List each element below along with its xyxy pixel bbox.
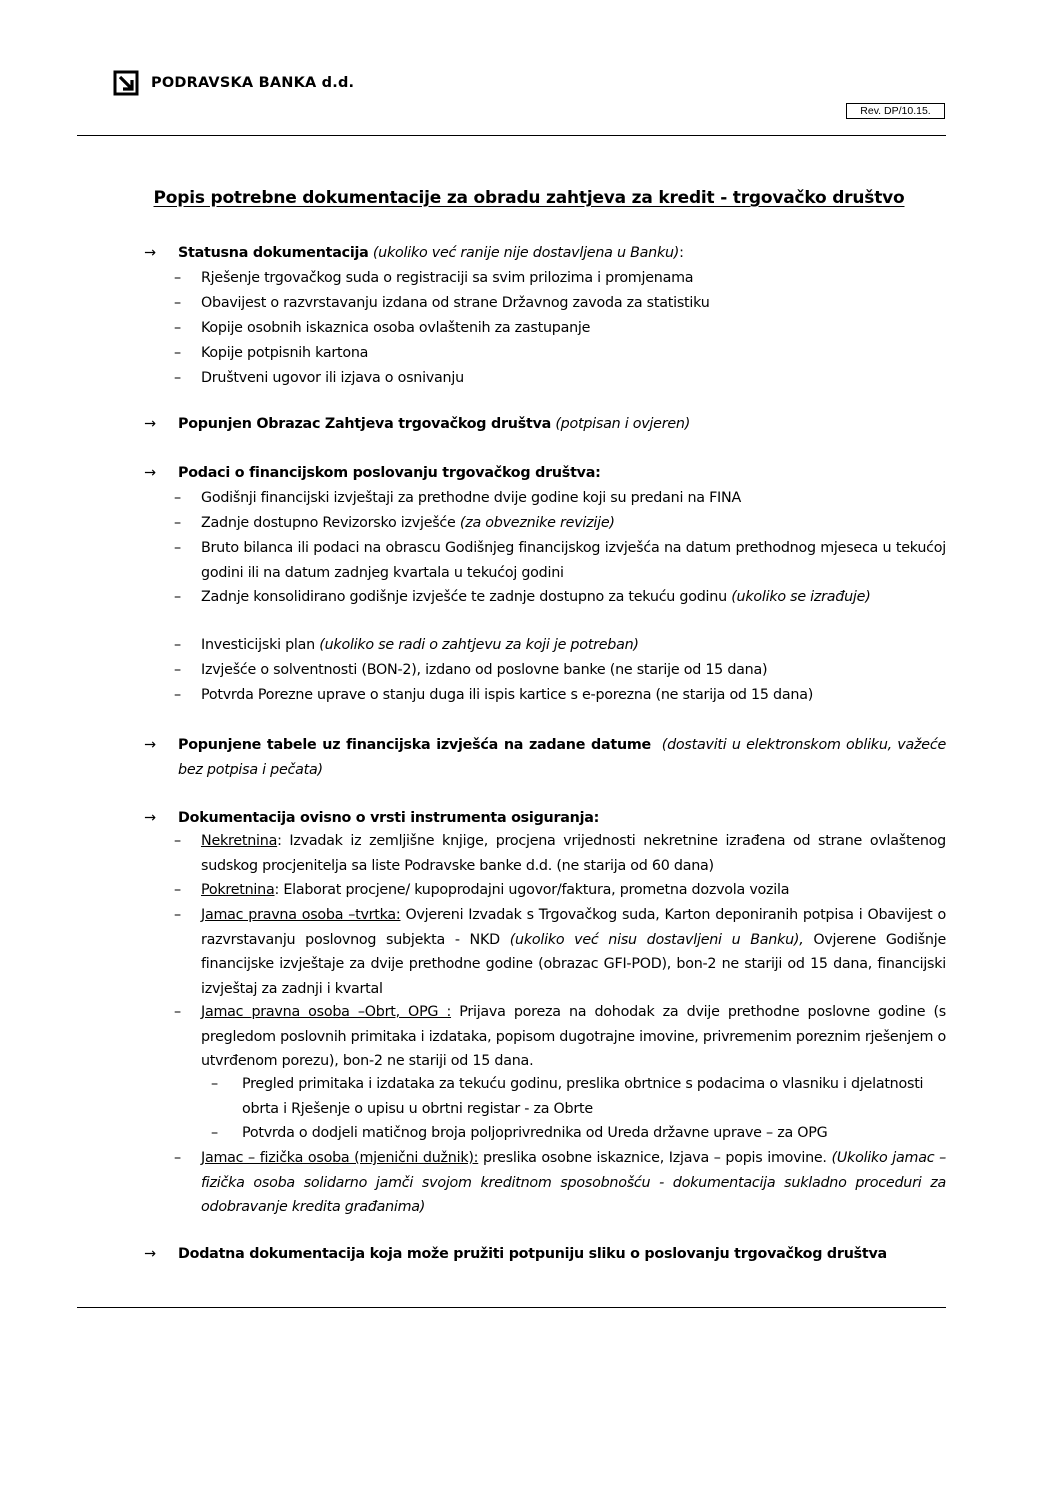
- dash-icon: –: [174, 589, 181, 605]
- list-item-note: (ukoliko već nisu dostavljeni u Banku),: [509, 931, 804, 948]
- list-item-jamac-obrt: [174, 1000, 946, 1074]
- list-item-text: Rješenje trgovačkog suda o registraciji sa svim prilozima i promjenama: [201, 270, 694, 286]
- document-title: Popis potrebne dokumentacije za obradu zahtjeva za kredit - trgovačko društvo: [153, 188, 905, 208]
- list-item-text: Društveni ugovor ili izjava o osnivanju: [201, 370, 464, 386]
- list-item-text: Investicijski plan: [201, 637, 320, 653]
- dash-icon: –: [174, 490, 181, 506]
- section-dodatna: [144, 1242, 946, 1267]
- list-item-text: Potvrda o dodjeli matičnog broja poljoprivrednika od Ureda državne uprave – za OPG: [242, 1125, 828, 1141]
- list-item: [174, 511, 946, 536]
- section-note: (ukoliko već ranije nije dostavljena u Banku): [372, 245, 680, 261]
- sub-list-item: [211, 1072, 946, 1121]
- revision-label: Rev. DP/10.15.: [846, 103, 945, 119]
- top-divider: [77, 135, 946, 136]
- section-note: (potpisan i ovjeren): [555, 416, 691, 432]
- list-item-jamac-fizicka: [174, 1146, 946, 1220]
- dash-icon: –: [174, 345, 181, 361]
- dash-icon: –: [174, 270, 181, 286]
- list-item-text: Bruto bilanca ili podaci na obrascu Godišnjeg financijskog izvješća na datum prethodnog mjeseca u tekućoj godini ili na datum zadnjeg kvartala u tekućoj godini: [201, 540, 946, 581]
- podravska-banka-logo-icon: [113, 70, 139, 96]
- item-label: Pokretnina: [201, 882, 275, 898]
- list-item-text: Obavijest o razvrstavanju izdana od strane Državnog zavoda za statistiku: [201, 295, 710, 311]
- bank-name: PODRAVSKA BANKA d.d.: [151, 75, 355, 91]
- list-item: [174, 266, 946, 291]
- sub-list-item: [211, 1121, 946, 1146]
- section-heading: Dokumentacija ovisno o vrsti instrumenta osiguranja:: [178, 810, 600, 826]
- list-item-text: preslika osobne iskaznice, Izjava – popis imovine.: [478, 1150, 832, 1166]
- dash-icon: –: [174, 687, 181, 703]
- list-item-text: Pregled primitaka i izdataka za tekuću godinu, preslika obrtnice s podacima o vlasniku i djelatnosti obrta i Rješenje o upisu u obrtni registar - za Obrte: [242, 1076, 924, 1117]
- list-item-text: Kopije osobnih iskaznica osoba ovlaštenih za zastupanje: [201, 320, 591, 336]
- list-item-note: (ukoliko se izrađuje): [731, 589, 871, 605]
- list-item: [174, 585, 946, 610]
- dash-icon: –: [174, 833, 181, 849]
- dash-icon: –: [174, 1150, 181, 1166]
- list-item-text: Zadnje konsolidirano godišnje izvješće te zadnje dostupno za tekuću godinu: [201, 589, 732, 605]
- section-heading: Dodatna dokumentacija koja može pružiti potpuniju sliku o poslovanju trgovačkog društva: [178, 1246, 887, 1262]
- dash-icon: –: [174, 662, 181, 678]
- section-osiguranje: [144, 806, 946, 831]
- section-financijsko: [144, 461, 946, 486]
- list-item: [174, 633, 946, 658]
- dash-icon: –: [174, 320, 181, 336]
- list-item-text: Ovjereni Izvadak s Trgovačkog suda, Karton deponiranih potpisa i Obavijest o razvrstavanju poslovnog subjekta - NKD: [201, 907, 946, 948]
- dash-icon: –: [174, 370, 181, 386]
- item-label: Jamac pravna osoba –Obrt, OPG :: [201, 1004, 452, 1020]
- arrow-icon: →: [144, 1246, 156, 1262]
- list-item-note: (ukoliko se radi o zahtjevu za koji je potreban): [319, 637, 639, 653]
- list-item-pokretnina: [174, 878, 946, 903]
- section-colon: :: [679, 245, 684, 261]
- section-heading: Statusna dokumentacija: [178, 245, 369, 261]
- list-item-nekretnina: [174, 829, 946, 878]
- dash-icon: –: [174, 295, 181, 311]
- dash-icon: –: [174, 1004, 181, 1020]
- dash-icon: –: [174, 907, 181, 923]
- list-item: [174, 291, 946, 316]
- section-obrazac: [144, 412, 946, 437]
- list-item-text: Godišnji financijski izvještaji za prethodne dvije godine koji su predani na FINA: [201, 490, 741, 506]
- arrow-icon: →: [144, 737, 156, 753]
- list-item-text: Zadnje dostupno Revizorsko izvješće: [201, 515, 460, 531]
- dash-icon: –: [174, 540, 181, 556]
- list-item-text: Prijava poreza na dohodak za dvije prethodne poslovne godine (s pregledom poslovnih primitaka i izdataka, popisom dugotrajne imovine, privremenim poreznim rješenjem o utvrđenom porezu), bon-2 ne stariji od 15 dana.: [201, 1004, 947, 1069]
- section-note: (dostaviti u elektronskom obliku, važeće bez potpisa i pečata): [178, 737, 946, 778]
- list-item-text: Kopije potpisnih kartona: [201, 345, 369, 361]
- arrow-icon: →: [144, 245, 156, 261]
- bottom-divider: [77, 1307, 946, 1308]
- list-item: [174, 316, 946, 341]
- list-item-note: (za obveznike revizije): [459, 515, 615, 531]
- arrow-icon: →: [144, 416, 156, 432]
- bank-logo: [113, 70, 354, 96]
- list-item-text: Ovjerene Godišnje financijske izvještaje za dvije prethodne godine (obrazac GFI-POD), bon-2 ne stariji od 15 dana, financijski izvještaj za zadnji i kvartal: [201, 931, 946, 997]
- list-item-text: : Izvadak iz zemljišne knjige, procjena vrijednosti nekretnine izrađena od strane ovlaštenog sudskog procjenitelja sa liste Podravske banke d.d. (ne starija od 60 dana): [201, 833, 946, 874]
- item-label: Nekretnina: [201, 833, 278, 849]
- dash-icon: –: [174, 637, 181, 653]
- list-item-jamac-tvrtka: [174, 903, 946, 1001]
- item-label: Jamac pravna osoba –tvrtka:: [201, 907, 401, 923]
- list-item: [174, 341, 946, 366]
- list-item-note: (Ukoliko jamac – fizička osoba solidarno jamči svojom kreditnom sposobnošću - dokumentacija sukladno proceduri za odobravanje kredita građanima): [201, 1150, 947, 1215]
- dash-icon: –: [174, 882, 181, 898]
- dash-icon: –: [174, 515, 181, 531]
- dash-icon: –: [211, 1125, 218, 1141]
- list-item: [174, 366, 946, 391]
- list-item: [174, 486, 946, 511]
- item-label: Jamac – fizička osoba (mjenični dužnik):: [201, 1150, 479, 1166]
- arrow-icon: →: [144, 810, 156, 826]
- list-item: [174, 683, 946, 708]
- list-item-text: : Elaborat procjene/ kupoprodajni ugovor/faktura, prometna dozvola vozila: [274, 882, 790, 898]
- section-heading: Podaci o financijskom poslovanju trgovačkog društva:: [178, 465, 601, 481]
- list-item: [174, 536, 946, 585]
- arrow-icon: →: [144, 465, 156, 481]
- section-statusna: [144, 241, 946, 266]
- section-heading: Popunjen Obrazac Zahtjeva trgovačkog društva: [178, 416, 552, 432]
- list-item-text: Izvješće o solventnosti (BON-2), izdano od poslovne banke (ne starije od 15 dana): [201, 662, 768, 678]
- list-item-text: Potvrda Porezne uprave o stanju duga ili ispis kartice s e-porezna (ne starija od 15 dana): [201, 687, 814, 703]
- list-item: [174, 658, 946, 683]
- dash-icon: –: [211, 1076, 218, 1092]
- section-tabele: [144, 733, 946, 783]
- section-heading: Popunjene tabele uz financijska izvješća na zadane datume: [178, 737, 651, 753]
